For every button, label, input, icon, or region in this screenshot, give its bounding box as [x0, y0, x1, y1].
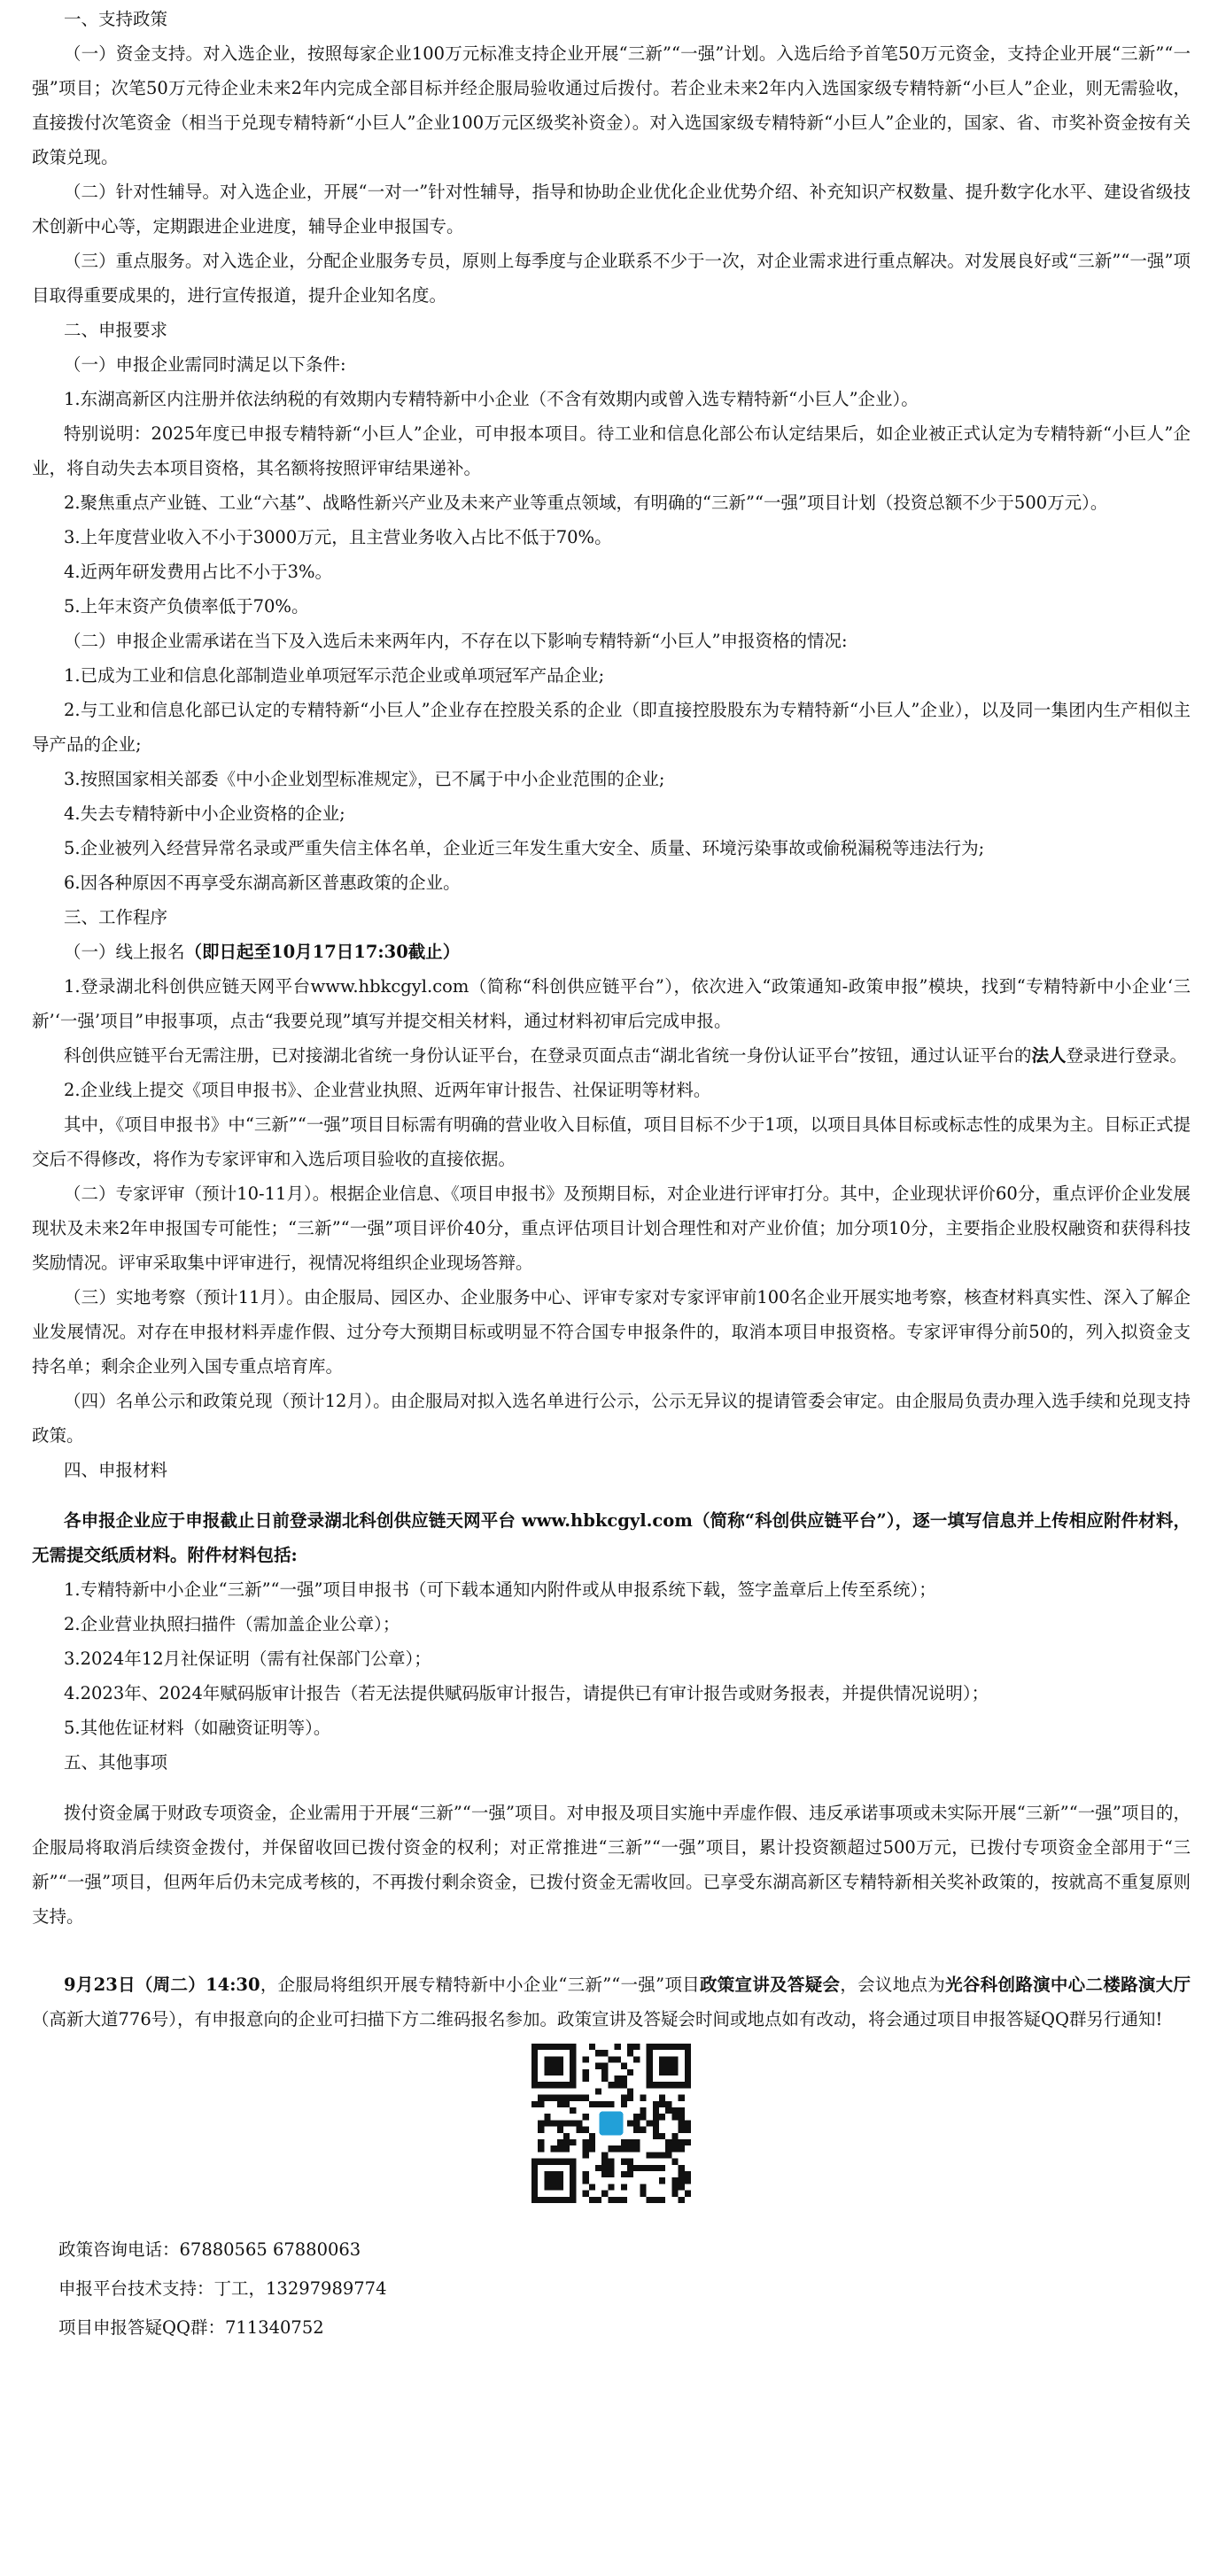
- section-5-title: 五、其他事项: [64, 1752, 168, 1773]
- materials-intro-text: 各申报企业应于申报截止日前登录湖北科创供应链天网平台 www.hbkcgyl.com（简称“科创供应链平台”），逐一填写信息并上传相应附件材料，无需提交纸质材料。附件材料包括:: [32, 1510, 1191, 1565]
- briefing-time: 9月23日（周二）14:30: [64, 1975, 260, 1995]
- commitment-item: 2.与工业和信息化部已认定的专精特新“小巨人”企业存在控股关系的企业（即直接控股股东为专精特新“小巨人”企业），以及同一集团内生产相似主导产品的企业;: [32, 700, 1191, 755]
- requirement-item: 2.聚焦重点产业链、工业“六基”、战略性新兴产业及未来产业等重点领域，有明确的“三新”“一强”项目计划（投资总额不少于500万元）。: [64, 493, 1108, 513]
- registration-deadline: （即日起至10月17日17:30截止）: [184, 942, 461, 962]
- identity-auth-tail: 登录进行登录。: [1066, 1045, 1187, 1066]
- commitment-item: 4.失去专精特新中小企业资格的企业;: [64, 803, 345, 824]
- commitment-subtitle: （二）申报企业需承诺在当下及入选后未来两年内，不存在以下影响专精特新“小巨人”申报资格的情况:: [64, 631, 848, 651]
- online-registration-subtitle: [32, 935, 1191, 969]
- submit-materials-step: 2.企业线上提交《项目申报书》、企业营业执照、近两年审计报告、社保证明等材料。: [64, 1080, 711, 1100]
- section-4-title: 四、申报材料: [64, 1460, 168, 1480]
- funding-support-paragraph: （一）资金支持。对入选企业，按照每家企业100万元标准支持企业开展“三新”“一强”计划。入选后给予首笔50万元资金，支持企业开展“三新”“一强”项目；次笔50万元待企业未来2年内完成全部目标并经企服局验收通过后拨付。若企业未来2年内入选国家级专精特新“小巨人”企业，则无需验收，直接拨付次笔资金（相当于兑现专精特新“小巨人”企业100万元区级奖补资金）。对入选国家级专精特新“小巨人”企业的，国家、省、市奖补资金按有关政策兑现。: [32, 43, 1191, 167]
- requirements-subtitle: （一）申报企业需同时满足以下条件:: [64, 354, 346, 375]
- fund-usage-paragraph: 拨付资金属于财政专项资金，企业需用于开展“三新”“一强”项目。对申报及项目实施中弄虚作假、违反承诺事项或未实际开展“三新”“一强”项目的，企服局将取消后续资金拨付，并保留收回已拨付资金的权利；对正常推进“三新”“一强”项目，累计投资额超过500万元，已拨付专项资金全部用于“三新”“一强”项目，但两年后仍未完成考核的，不再拨付剩余资金，已拨付资金无需收回。已享受东湖高新区专精特新相关奖补政策的，按就高不重复原则支持。: [32, 1803, 1191, 1927]
- material-item: 2.企业营业执照扫描件（需加盖企业公章）；: [64, 1614, 400, 1634]
- tech-support: 申报平台技术支持：丁工，13297989774: [58, 2278, 387, 2299]
- material-item: 5.其他佐证材料（如融资证明等）。: [64, 1718, 331, 1738]
- commitment-item: 6.因各种原因不再享受东湖高新区普惠政策的企业。: [64, 873, 461, 893]
- project-target-note: 其中，《项目申报书》中“三新”“一强”项目目标需有明确的营业收入目标值，项目目标不少于1项，以项目具体目标或标志性的成果为主。目标正式提交后不得修改，将作为专家评审和入选后项目验收的直接依据。: [32, 1114, 1191, 1169]
- briefing-location-label: ，会议地点为: [840, 1975, 946, 1995]
- section-2-title: 二、申报要求: [64, 320, 168, 340]
- commitment-item: 1.已成为工业和信息化部制造业单项冠军示范企业或单项冠军产品企业;: [64, 665, 605, 686]
- identity-auth-text: 科创供应链平台无需注册，已对接湖北省统一身份认证平台，在登录页面点击“湖北省统一身份认证平台”按钮，通过认证平台的: [64, 1045, 1032, 1066]
- qr-section: [32, 2044, 1191, 2215]
- material-item: 1.专精特新中小企业“三新”“一强”项目申报书（可下载本通知内附件或从申报系统下载，签字盖章后上传至系统）；: [64, 1579, 936, 1600]
- section-3-title: 三、工作程序: [64, 907, 168, 927]
- requirement-item: 5.上年末资产负债率低于70%。: [64, 596, 309, 617]
- briefing-tail: （高新大道776号），有申报意向的企业可扫描下方二维码报名参加。政策宣讲及答疑会时间或地点如有改动，将会通过项目申报答疑QQ群另行通知!: [32, 2009, 1163, 2029]
- briefing-notice: [32, 1967, 1191, 2037]
- special-note: 特别说明：2025年度已申报专精特新“小巨人”企业，可申报本项目。待工业和信息化部公布认定结果后，如企业被正式认定为专精特新“小巨人”企业，将自动失去本项目资格，其名额将按照评审结果递补。: [32, 423, 1191, 478]
- notice-document: [32, 2, 1191, 2347]
- section-1-title: 一、支持政策: [64, 9, 168, 29]
- requirement-item: 3.上年度营业收入不小于3000万元，且主营业务收入占比不低于70%。: [64, 527, 612, 547]
- targeted-coaching-paragraph: （二）针对性辅导。对入选企业，开展“一对一”针对性辅导，指导和协助企业优化企业优势介绍、补充知识产权数量、提升数字化水平、建设省级技术创新中心等，定期跟进企业进度，辅导企业申报国专。: [32, 182, 1191, 237]
- commitment-item: 3.按照国家相关部委《中小企业划型标准规定》，已不属于中小企业范围的企业;: [64, 769, 665, 789]
- briefing-text: ，企服局将组织开展专精特新中小企业“三新”“一强”项目: [260, 1975, 700, 1995]
- online-registration-label: （一）线上报名: [64, 942, 185, 962]
- requirement-item: 1.东湖高新区内注册并依法纳税的有效期内专精特新中小企业（不含有效期内或曾入选专精特新“小巨人”企业）。: [64, 389, 919, 409]
- requirement-item: 4.近两年研发费用占比不小于3%。: [64, 562, 333, 582]
- key-service-paragraph: （三）重点服务。对入选企业，分配企业服务专员，原则上每季度与企业联系不少于一次，对企业需求进行重点解决。对发展良好或“三新”“一强”项目取得重要成果的，进行宣传报道，提升企业知名度。: [32, 251, 1191, 306]
- legal-person-emphasis: 法人: [1031, 1045, 1067, 1066]
- commitment-item: 5.企业被列入经营异常名录或严重失信主体名单，企业近三年发生重大安全、质量、环境污染事故或偷税漏税等违法行为;: [64, 838, 985, 858]
- material-item: 4.2023年、2024年赋码版审计报告（若无法提供赋码版审计报告，请提供已有审计报告或财务报表，并提供情况说明）；: [64, 1683, 989, 1703]
- briefing-title: 政策宣讲及答疑会: [699, 1975, 841, 1995]
- expert-review-paragraph: （二）专家评审（预计10-11月）。根据企业信息、《项目申报书》及预期目标，对企业进行评审打分。其中，企业现状评价60分，重点评价企业发展现状及未来2年申报国专可能性；“三新”“一强”项目评价40分，重点评估项目计划合理性和对产业价值；加分项10分，主要指企业股权融资和获得科技奖励情况。评审采取集中评审进行，视情况将组织企业现场答辩。: [32, 1183, 1191, 1273]
- briefing-venue: 光谷科创路演中心二楼路演大厅: [945, 1975, 1191, 1995]
- material-item: 3.2024年12月社保证明（需有社保部门公章）；: [64, 1649, 431, 1669]
- site-inspection-paragraph: （三）实地考察（预计11月）。由企服局、园区办、企业服务中心、评审专家对专家评审前100名企业开展实地考察，核查材料真实性、深入了解企业发展情况。对存在申报材料弄虚作假、过分夸大预期目标或明显不符合国专申报条件的，取消本项目申报资格。专家评审得分前50的，列入拟资金支持名单；剩余企业列入国专重点培育库。: [32, 1287, 1191, 1377]
- policy-hotline: 政策咨询电话：67880565 67880063: [58, 2239, 361, 2260]
- platform-login-step: 1.登录湖北科创供应链天网平台www.hbkcgyl.com（简称“科创供应链平台”），依次进入“政策通知-政策申报”模块，找到“专精特新中小企业‘三新’‘一强’项目”申报事项，点击“我要兑现”填写并提交相关材料，通过材料初审后完成申报。: [32, 976, 1191, 1031]
- identity-auth-note: [32, 1038, 1191, 1073]
- qr-code-icon[interactable]: [531, 2044, 691, 2203]
- qq-group: 项目申报答疑QQ群：711340752: [58, 2317, 324, 2338]
- materials-intro: [32, 1503, 1191, 1572]
- publicity-paragraph: （四）名单公示和政策兑现（预计12月）。由企服局对拟入选名单进行公示，公示无异议的提请管委会审定。由企服局负责办理入选手续和兑现支持政策。: [32, 1391, 1191, 1446]
